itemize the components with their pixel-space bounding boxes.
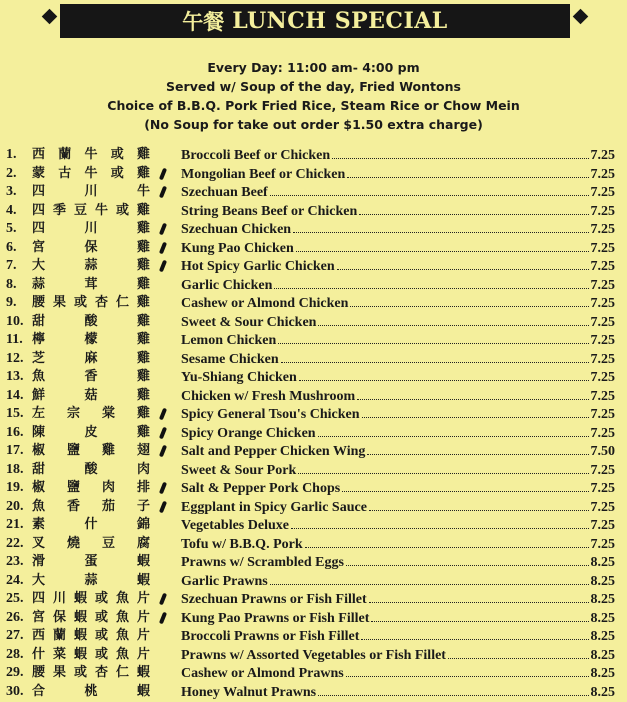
item-number: 18.: [6, 461, 32, 480]
item-english-name: Sweet & Sour Chicken: [181, 314, 316, 333]
item-chinese-name: 甜 酸 雞: [32, 313, 150, 332]
dot-leader: [318, 683, 588, 696]
item-entry: [181, 405, 615, 425]
item-chinese-name: 大 蒜 蝦: [32, 572, 150, 591]
item-entry: [181, 646, 615, 666]
item-chinese-name: 蒙 古 牛 或 雞: [32, 165, 150, 184]
item-chinese-name: 四 川 牛: [32, 183, 150, 202]
item-entry: [181, 442, 615, 462]
item-chinese-name: 合 桃 蝦: [32, 683, 150, 702]
item-price: 7.25: [591, 258, 616, 277]
item-english-name: Spicy General Tsou's Chicken: [181, 406, 360, 425]
item-chinese-name: 鮮 菇 雞: [32, 387, 150, 406]
menu-item: [0, 535, 627, 554]
chili-pepper-icon: [159, 426, 167, 439]
item-english-name: Vegetables Deluxe: [181, 517, 289, 536]
item-english-name: Garlic Prawns: [181, 573, 268, 592]
item-price: 8.25: [591, 573, 616, 592]
item-entry: [181, 461, 615, 481]
item-price: 7.25: [591, 295, 616, 314]
menu-item: [0, 331, 627, 350]
item-number: 3.: [6, 183, 32, 202]
item-chinese-name: 什 菜 蝦 或 魚 片: [32, 646, 150, 665]
item-chinese-name: 叉 燒 豆 腐: [32, 535, 150, 554]
item-number: 1.: [6, 146, 32, 165]
menu-item: [0, 220, 627, 239]
chili-pepper-icon: [159, 593, 167, 606]
item-chinese-name: 素 什 錦: [32, 516, 150, 535]
item-chinese-name: 西 蘭 牛 或 雞: [32, 146, 150, 165]
menu-item: [0, 276, 627, 295]
item-number: 17.: [6, 442, 32, 461]
served-with-text: Served w/ Soup of the day, Fried Wontons: [0, 77, 627, 96]
item-english-name: Sweet & Sour Pork: [181, 462, 296, 481]
item-number: 16.: [6, 424, 32, 443]
item-number: 2.: [6, 165, 32, 184]
item-entry: [181, 146, 615, 166]
dot-leader: [347, 165, 588, 178]
item-entry: [181, 276, 615, 296]
item-price: 8.25: [591, 647, 616, 666]
item-number: 15.: [6, 405, 32, 424]
dot-leader: [332, 146, 588, 159]
menu-item: [0, 590, 627, 609]
menu-item: [0, 257, 627, 276]
item-english-name: Chicken w/ Fresh Mushroom: [181, 388, 355, 407]
item-number: 8.: [6, 276, 32, 295]
item-number: 21.: [6, 516, 32, 535]
chili-pepper-icon: [159, 186, 167, 199]
chili-pepper-icon: [159, 408, 167, 421]
item-number: 20.: [6, 498, 32, 517]
item-entry: [181, 368, 615, 388]
dot-leader: [293, 220, 588, 233]
chili-pepper-icon: [159, 167, 167, 180]
dot-leader: [299, 368, 589, 381]
item-price: 7.25: [591, 517, 616, 536]
item-english-name: Mongolian Beef or Chicken: [181, 166, 345, 185]
menu-item: [0, 516, 627, 535]
banner-ornament-right: [573, 9, 589, 25]
item-price: 8.25: [591, 610, 616, 629]
dot-leader: [371, 609, 588, 622]
choice-text: Choice of B.B.Q. Pork Fried Rice, Steam Rice or Chow Mein: [0, 96, 627, 115]
chili-pepper-icon: [159, 611, 167, 624]
chili-pepper-icon: [159, 223, 167, 236]
item-number: 27.: [6, 627, 32, 646]
banner-english-title: LUNCH SPECIAL: [232, 8, 448, 34]
dot-leader: [274, 276, 588, 289]
item-price: 8.25: [591, 591, 616, 610]
item-chinese-name: 椒 鹽 肉 排: [32, 479, 150, 498]
item-english-name: Szechuan Prawns or Fish Fillet: [181, 591, 367, 610]
dot-leader: [369, 498, 589, 511]
item-english-name: Salt & Pepper Pork Chops: [181, 480, 340, 499]
dot-leader: [359, 202, 588, 215]
item-price: 7.25: [591, 332, 616, 351]
item-number: 26.: [6, 609, 32, 628]
menu-item: [0, 683, 627, 702]
menu-item: [0, 202, 627, 221]
item-english-name: Broccoli Prawns or Fish Fillet: [181, 628, 359, 647]
item-chinese-name: 腰 果 或 杏 仁 雞: [32, 294, 150, 313]
item-english-name: Spicy Orange Chicken: [181, 425, 316, 444]
menu-item: [0, 405, 627, 424]
item-entry: [181, 331, 615, 351]
item-english-name: Salt and Pepper Chicken Wing: [181, 443, 365, 462]
item-number: 12.: [6, 350, 32, 369]
title-banner: [60, 4, 570, 38]
item-english-name: Yu-Shiang Chicken: [181, 369, 297, 388]
dot-leader: [357, 387, 588, 400]
menu-item: [0, 387, 627, 406]
item-price: 7.25: [591, 221, 616, 240]
item-chinese-name: 椒 鹽 雞 翅: [32, 442, 150, 461]
item-english-name: Prawns w/ Scrambled Eggs: [181, 554, 344, 573]
item-price: 7.25: [591, 480, 616, 499]
item-number: 10.: [6, 313, 32, 332]
dot-leader: [318, 313, 588, 326]
item-number: 29.: [6, 664, 32, 683]
dot-leader: [305, 535, 589, 548]
menu-item: [0, 368, 627, 387]
item-chinese-name: 陳 皮 雞: [32, 424, 150, 443]
menu-item: [0, 183, 627, 202]
menu-item: [0, 313, 627, 332]
item-english-name: Honey Walnut Prawns: [181, 684, 316, 702]
menu-item: [0, 146, 627, 165]
item-entry: [181, 479, 615, 499]
item-price: 8.25: [591, 665, 616, 684]
item-entry: [181, 387, 615, 407]
item-entry: [181, 627, 615, 647]
item-price: 7.25: [591, 166, 616, 185]
item-number: 5.: [6, 220, 32, 239]
item-price: 7.25: [591, 314, 616, 333]
item-chinese-name: 蒜 茸 雞: [32, 276, 150, 295]
item-english-name: Sesame Chicken: [181, 351, 279, 370]
dot-leader: [346, 553, 589, 566]
item-chinese-name: 滑 蛋 蝦: [32, 553, 150, 572]
item-price: 7.25: [591, 203, 616, 222]
item-entry: [181, 516, 615, 536]
dot-leader: [298, 461, 588, 474]
item-chinese-name: 芝 麻 雞: [32, 350, 150, 369]
chili-pepper-icon: [159, 445, 167, 458]
dot-leader: [291, 516, 589, 529]
item-number: 13.: [6, 368, 32, 387]
banner-chinese-title: 午餐: [182, 6, 224, 36]
item-english-name: Cashew or Almond Chicken: [181, 295, 348, 314]
lunch-info: [0, 58, 627, 134]
item-price: 7.25: [591, 277, 616, 296]
item-price: 7.25: [591, 369, 616, 388]
item-price: 7.50: [591, 443, 616, 462]
item-english-name: Szechuan Beef: [181, 184, 268, 203]
item-entry: [181, 239, 615, 259]
dot-leader: [369, 590, 589, 603]
item-price: 7.25: [591, 406, 616, 425]
item-english-name: Hot Spicy Garlic Chicken: [181, 258, 335, 277]
item-entry: [181, 220, 615, 240]
item-english-name: Prawns w/ Assorted Vegetables or Fish Fillet: [181, 647, 446, 666]
item-chinese-name: 宮 保 蝦 或 魚 片: [32, 609, 150, 628]
dot-leader: [362, 405, 589, 418]
item-chinese-name: 四 川 蝦 或 魚 片: [32, 590, 150, 609]
item-entry: [181, 202, 615, 222]
item-entry: [181, 609, 615, 629]
item-number: 28.: [6, 646, 32, 665]
dot-leader: [367, 442, 588, 455]
menu-item: [0, 646, 627, 665]
takeout-note: (No Soup for take out order $1.50 extra charge): [0, 115, 627, 134]
item-entry: [181, 572, 615, 592]
dot-leader: [270, 572, 589, 585]
menu-item: [0, 479, 627, 498]
menu-item: [0, 572, 627, 591]
item-english-name: Kung Pao Chicken: [181, 240, 294, 259]
menu-item: [0, 442, 627, 461]
item-chinese-name: 甜 酸 肉: [32, 461, 150, 480]
chili-pepper-icon: [159, 500, 167, 513]
item-number: 19.: [6, 479, 32, 498]
item-entry: [181, 664, 615, 684]
item-number: 14.: [6, 387, 32, 406]
dot-leader: [337, 257, 589, 270]
item-price: 7.25: [591, 499, 616, 518]
item-number: 7.: [6, 257, 32, 276]
menu-item: [0, 553, 627, 572]
menu-item: [0, 627, 627, 646]
item-price: 8.25: [591, 628, 616, 647]
item-chinese-name: 魚 香 茄 子: [32, 498, 150, 517]
item-english-name: Lemon Chicken: [181, 332, 276, 351]
menu-item: [0, 461, 627, 480]
dot-leader: [448, 646, 589, 659]
item-entry: [181, 257, 615, 277]
hours-text: Every Day: 11:00 am- 4:00 pm: [0, 58, 627, 77]
item-entry: [181, 313, 615, 333]
item-number: 24.: [6, 572, 32, 591]
item-english-name: Cashew or Almond Prawns: [181, 665, 344, 684]
item-chinese-name: 大 蒜 雞: [32, 257, 150, 276]
item-number: 11.: [6, 331, 32, 350]
item-english-name: Tofu w/ B.B.Q. Pork: [181, 536, 303, 555]
item-price: 7.25: [591, 184, 616, 203]
item-english-name: Broccoli Beef or Chicken: [181, 147, 330, 166]
dot-leader: [281, 350, 589, 363]
item-price: 7.25: [591, 147, 616, 166]
item-chinese-name: 西 蘭 蝦 或 魚 片: [32, 627, 150, 646]
item-chinese-name: 魚 香 雞: [32, 368, 150, 387]
item-number: 25.: [6, 590, 32, 609]
item-entry: [181, 590, 615, 610]
item-english-name: Eggplant in Spicy Garlic Sauce: [181, 499, 367, 518]
dot-leader: [361, 627, 588, 640]
dot-leader: [350, 294, 588, 307]
item-price: 7.25: [591, 536, 616, 555]
dot-leader: [346, 664, 589, 677]
item-chinese-name: 宮 保 雞: [32, 239, 150, 258]
item-entry: [181, 535, 615, 555]
item-price: 7.25: [591, 240, 616, 259]
item-entry: [181, 424, 615, 444]
item-entry: [181, 165, 615, 185]
item-entry: [181, 294, 615, 314]
menu-item: [0, 424, 627, 443]
menu-item: [0, 664, 627, 683]
item-price: 7.25: [591, 388, 616, 407]
dot-leader: [318, 424, 589, 437]
item-english-name: Szechuan Chicken: [181, 221, 291, 240]
menu-item: [0, 609, 627, 628]
item-number: 30.: [6, 683, 32, 702]
menu-item: [0, 165, 627, 184]
dot-leader: [296, 239, 589, 252]
item-entry: [181, 498, 615, 518]
menu-list: [0, 146, 627, 701]
banner-ornament-left: [42, 9, 58, 25]
item-chinese-name: 檸 檬 雞: [32, 331, 150, 350]
item-price: 8.25: [591, 684, 616, 702]
item-chinese-name: 腰 果 或 杏 仁 蝦: [32, 664, 150, 683]
dot-leader: [342, 479, 588, 492]
menu-item: [0, 350, 627, 369]
chili-pepper-icon: [159, 482, 167, 495]
item-number: 23.: [6, 553, 32, 572]
item-chinese-name: 四 季 豆 牛 或 雞: [32, 202, 150, 221]
item-english-name: String Beans Beef or Chicken: [181, 203, 357, 222]
chili-pepper-icon: [159, 241, 167, 254]
menu-item: [0, 294, 627, 313]
item-number: 22.: [6, 535, 32, 554]
item-number: 4.: [6, 202, 32, 221]
item-english-name: Garlic Chicken: [181, 277, 272, 296]
menu-item: [0, 498, 627, 517]
menu-item: [0, 239, 627, 258]
dot-leader: [270, 183, 589, 196]
item-number: 6.: [6, 239, 32, 258]
item-chinese-name: 四 川 雞: [32, 220, 150, 239]
dot-leader: [278, 331, 588, 344]
item-price: 7.25: [591, 425, 616, 444]
item-price: 7.25: [591, 351, 616, 370]
item-english-name: Kung Pao Prawns or Fish Fillet: [181, 610, 369, 629]
chili-pepper-icon: [159, 260, 167, 273]
item-entry: [181, 683, 615, 702]
item-entry: [181, 553, 615, 573]
item-entry: [181, 350, 615, 370]
item-price: 8.25: [591, 554, 616, 573]
item-number: 9.: [6, 294, 32, 313]
item-entry: [181, 183, 615, 203]
item-chinese-name: 左 宗 棠 雞: [32, 405, 150, 424]
item-price: 7.25: [591, 462, 616, 481]
